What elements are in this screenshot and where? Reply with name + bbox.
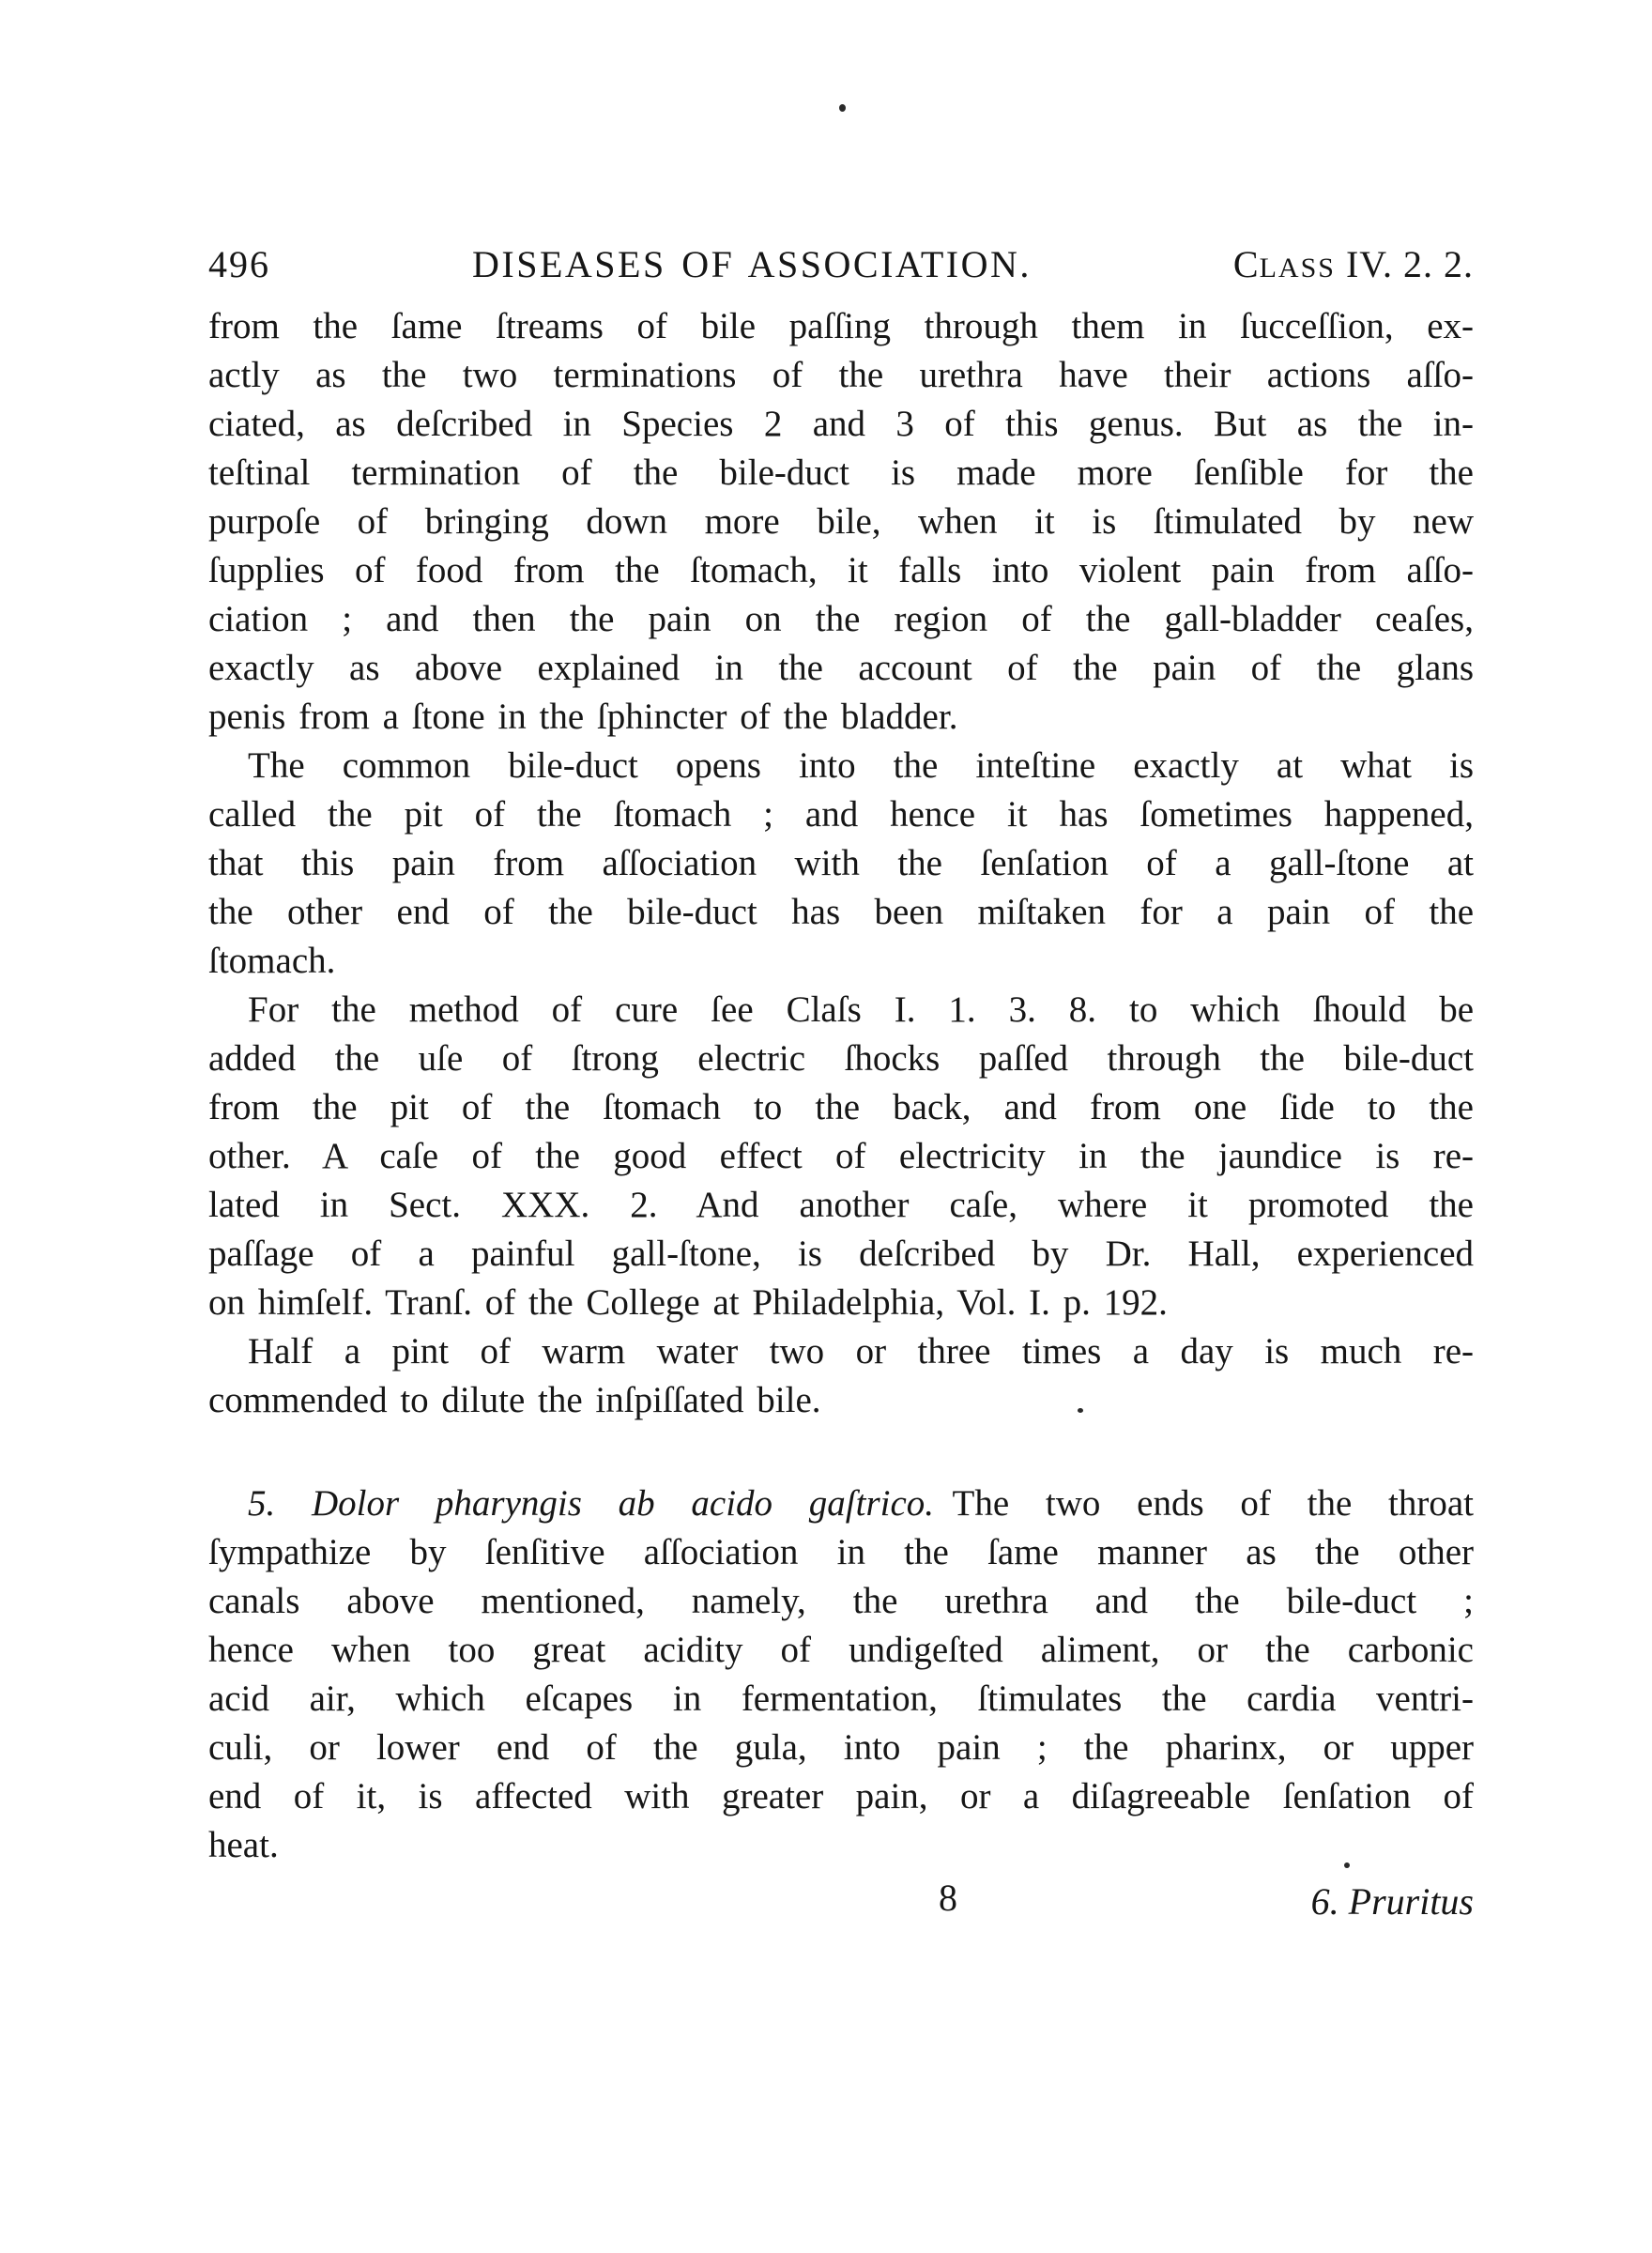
text-line: acid air, which eſcapes in fermentation, ſtimulates the cardia ventri- — [208, 1678, 1474, 1719]
class-label-smallcaps: LASS — [1259, 253, 1336, 284]
paragraph — [208, 1479, 1474, 1870]
running-header — [208, 242, 1474, 286]
text-line: ciated, as deſcribed in Species 2 and 3 of this genus. But as the in- — [208, 404, 1474, 444]
paragraph — [208, 302, 1474, 742]
page-footer — [208, 1876, 1474, 1928]
text-line: heat. — [208, 1825, 279, 1865]
paragraph — [208, 742, 1474, 986]
text-line: called the pit of the ſtomach ; and hence it has ſometimes happened, — [208, 794, 1474, 835]
paragraph — [208, 986, 1474, 1327]
ink-speck — [839, 104, 846, 112]
text-line: penis from a ſtone in the ſphincter of the bladder. — [208, 697, 958, 737]
text-line — [208, 1479, 1474, 1528]
text-line: other. A caſe of the good effect of electricity in the jaundice is re- — [208, 1136, 1474, 1176]
text-line: actly as the two terminations of the urethra have their actions aſſo- — [208, 355, 1474, 395]
text-line: added the uſe of ſtrong electric ſhocks paſſed through the bile-duct — [208, 1038, 1474, 1079]
text-block — [208, 302, 1474, 1870]
text-line: For the method of cure ſee Claſs I. 1. 3. 8. to which ſhould be — [248, 989, 1474, 1030]
text-line: hence when too great acidity of undigeſted aliment, or the carbonic — [208, 1630, 1474, 1670]
text-line: Half a pint of warm water two or three times a day is much re- — [248, 1331, 1474, 1372]
class-label-cap: C — [1232, 243, 1260, 285]
signature-number: 8 — [939, 1877, 957, 1919]
species-heading-italic: 5. Dolor pharyngis ab acido gaſtrico. — [248, 1483, 935, 1524]
paragraph — [208, 1327, 1474, 1425]
catchword: 6. Pruritus — [1310, 1880, 1474, 1923]
text-line: end of it, is affected with greater pain, or a diſagreeable ſenſation of — [208, 1776, 1474, 1816]
text-line: commended to dilute the inſpiſſated bile. — [208, 1380, 821, 1420]
text-line: ſtomach. — [208, 941, 336, 981]
running-title: DISEASES OF ASSOCIATION. — [472, 243, 1032, 285]
text-line: from the pit of the ſtomach to the back, and from one ſide to the — [208, 1087, 1474, 1127]
text-line: teſtinal termination of the bile-duct is made more ſenſible for the — [208, 452, 1474, 493]
text-line: paſſage of a painful gall-ſtone, is deſcribed by Dr. Hall, experienced — [208, 1234, 1474, 1274]
text-line: The common bile-duct opens into the inteſtine exactly at what is — [248, 745, 1474, 786]
text-line: the other end of the bile-duct has been miſtaken for a pain of the — [208, 892, 1474, 932]
text-line: lated in Sect. XXX. 2. And another caſe, where it promoted the — [208, 1185, 1474, 1225]
class-label-number: IV. 2. 2. — [1335, 243, 1474, 285]
text-line: purpoſe of bringing down more bile, when it is ſtimulated by new — [208, 501, 1474, 542]
text-line-segment: The two ends of the throat — [952, 1483, 1474, 1524]
page-number: 496 — [208, 243, 270, 285]
text-line: ſympathize by ſenſitive aſſociation in the ſame manner as the other — [208, 1532, 1474, 1572]
text-line: ſupplies of food from the ſtomach, it falls into violent pain from aſſo- — [208, 550, 1474, 590]
text-line: canals above mentioned, namely, the urethra and the bile-duct ; — [208, 1581, 1474, 1621]
text-line: exactly as above explained in the account of the pain of the glans — [208, 648, 1474, 688]
text-line: that this pain from aſſociation with the ſenſation of a gall-ſtone at — [208, 843, 1474, 883]
class-label — [1233, 242, 1474, 286]
text-line: from the ſame ſtreams of bile paſſing through them in ſucceſſion, ex- — [208, 306, 1474, 346]
text-line: culi, or lower end of the gula, into pain ; the pharinx, or upper — [208, 1727, 1474, 1768]
text-line: ciation ; and then the pain on the region of the gall-bladder ceaſes, — [208, 599, 1474, 639]
text-line: on himſelf. Tranſ. of the College at Philadelphia, Vol. I. p. 192. — [208, 1282, 1168, 1323]
